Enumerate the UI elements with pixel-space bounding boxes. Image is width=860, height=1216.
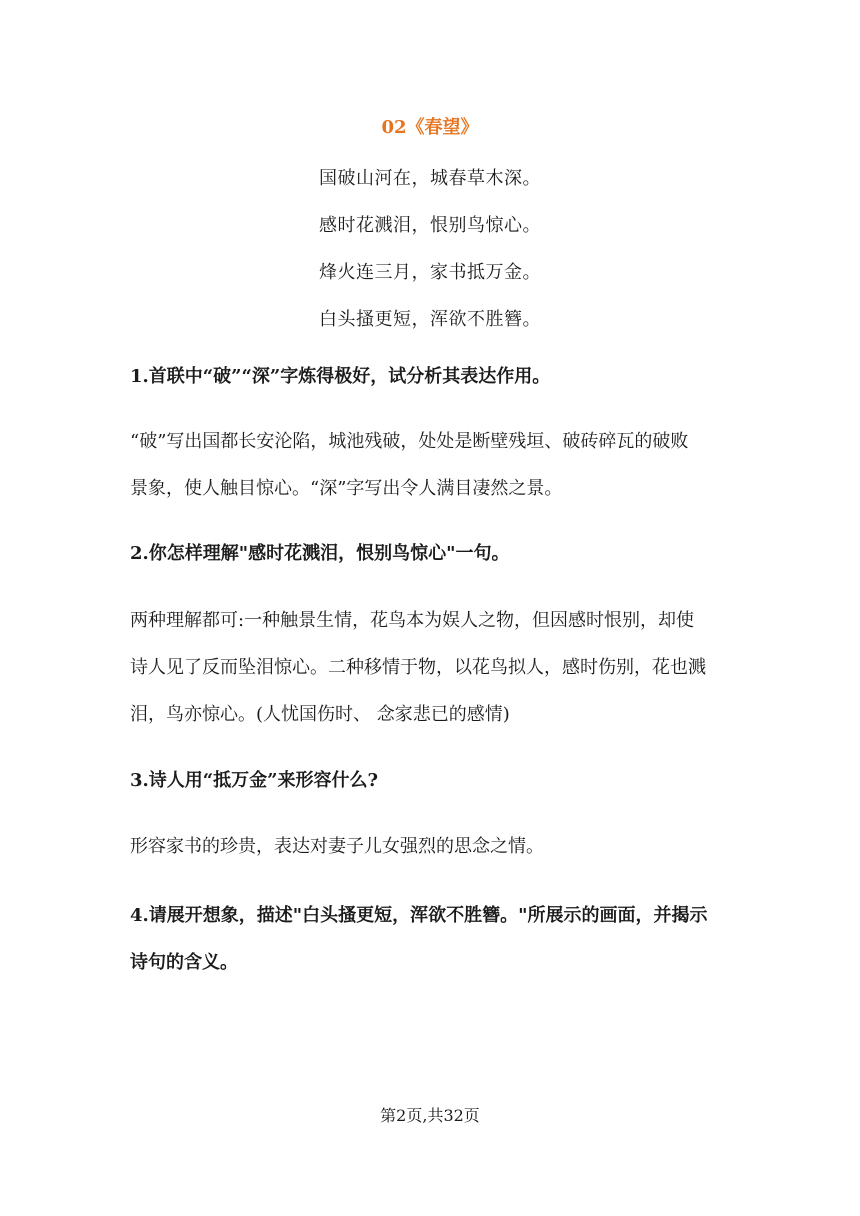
question-1: [130, 353, 740, 400]
poem-line: 烽火连三月，家书抵万金。: [319, 262, 541, 283]
question-heading: 3.诗人用“抵万金”来形容什么?: [130, 770, 379, 791]
answer-line: 形容家书的珍贵，表达对妻子儿女强烈的思念之情。: [130, 836, 544, 857]
answer-line: 泪，鸟亦惊心。(人忧国伤时、 念家悲已的感情): [130, 704, 510, 725]
answer-3: [130, 823, 740, 870]
question-3: [130, 757, 740, 804]
question-heading: 4.请展开想象，描述"白头搔更短，浑欲不胜簪。"所展示的画面，并揭示: [130, 905, 708, 926]
poem-line: 国破山河在，城春草木深。: [319, 168, 541, 189]
question-2: [130, 530, 740, 577]
answer-line: 景象，使人触目惊心。“深”字写出令人满目凄然之景。: [130, 478, 563, 499]
answer-line: “破”写出国都长安沦陷，城池残破，处处是断壁残垣、破砖碎瓦的破败: [130, 431, 689, 452]
question-4: [130, 892, 740, 986]
poem-line: 感时花溅泪，恨别鸟惊心。: [319, 215, 541, 236]
page-title: 02《春望》: [381, 117, 479, 138]
answer-2: [130, 597, 740, 738]
question-heading: 2.你怎样理解"感时花溅泪，恨别鸟惊心"一句。: [130, 543, 510, 564]
poem-text: [0, 155, 860, 343]
answer-line: 诗人见了反而坠泪惊心。二种移情于物，以花鸟拟人，感时伤别，花也溅: [130, 657, 706, 678]
poem-line: 白头搔更短，浑欲不胜簪。: [319, 309, 541, 330]
question-heading: 诗句的含义。: [130, 952, 238, 973]
question-heading: 1.首联中“破”“深”字炼得极好，试分析其表达作用。: [130, 366, 551, 387]
answer-1: [130, 418, 740, 512]
page-number: 第2页,共32页: [380, 1106, 480, 1125]
answer-line: 两种理解都可:一种触景生情，花鸟本为娱人之物，但因感时恨别，却使: [130, 610, 695, 631]
